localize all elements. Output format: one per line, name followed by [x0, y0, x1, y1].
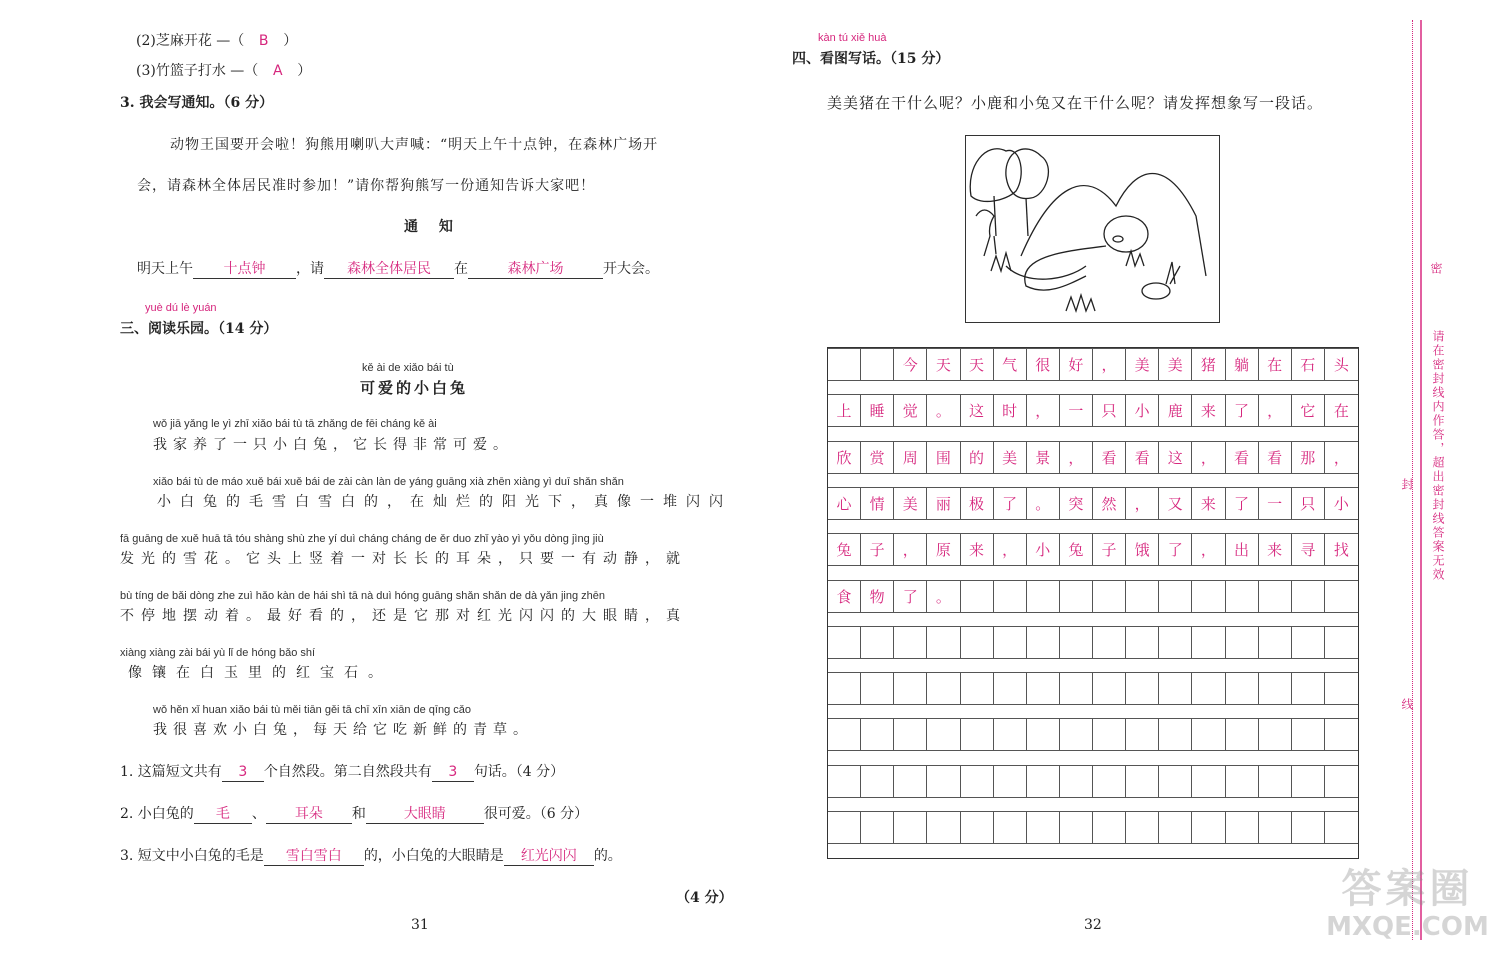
grid-cell: 原 — [927, 533, 960, 566]
grid-row — [828, 394, 1358, 427]
grid-cell: 这 — [1159, 441, 1192, 474]
story-title-pinyin: kě ài de xiǎo bái tù — [362, 362, 454, 374]
grid-cell — [994, 672, 1027, 705]
grid-cell — [894, 672, 927, 705]
grid-cell — [894, 718, 927, 751]
grid-cell: 又 — [1159, 487, 1192, 520]
grid-cell: 上 — [828, 394, 861, 427]
grid-cell: 然 — [1093, 487, 1126, 520]
grid-cell: 小 — [1126, 394, 1159, 427]
grid-cell — [828, 765, 861, 798]
grid-cell — [1126, 811, 1159, 844]
grid-cell — [894, 811, 927, 844]
story-line-4: 不停地摆动着。最好看的，还是它那对红光闪闪的大眼睛，真 — [120, 608, 687, 624]
story-title: 可爱的小白兔 — [360, 379, 469, 397]
grid-cell: 欣 — [828, 441, 861, 474]
grid-cell — [1060, 672, 1093, 705]
grid-row — [828, 626, 1358, 659]
grid-cell — [828, 811, 861, 844]
grid-cell — [1292, 580, 1325, 613]
grid-cell: 一 — [1259, 487, 1292, 520]
grid-cell — [994, 718, 1027, 751]
grid-cell — [1126, 718, 1159, 751]
grid-cell — [1126, 672, 1159, 705]
grid-cell — [1126, 580, 1159, 613]
deer-shape — [976, 210, 996, 256]
grid-cell: 美 — [1159, 348, 1192, 381]
story-line-3: 发光的雪花。它头上竖着一对长长的耳朵，只要一有动静，就 — [120, 551, 687, 567]
grid-cell — [961, 580, 994, 613]
grid-cell — [1027, 765, 1060, 798]
watermark-logo — [1320, 866, 1495, 952]
mountains-shape — [1021, 174, 1206, 277]
story-line-3-pinyin: fā guāng de xuě huā tā tóu shàng shù zhe yí duì cháng cháng de ěr duo zhǐ yào yì yǒu dòng jìng jiù — [120, 533, 604, 545]
seal-line-solid — [1420, 20, 1422, 940]
grid-row — [828, 580, 1358, 613]
grid-cell: 极 — [961, 487, 994, 520]
grid-cell: 那 — [1292, 441, 1325, 474]
writing-prompt: 美美猪在干什么呢？小鹿和小兔又在干什么呢？请发挥想象写一段话。 — [827, 94, 1324, 112]
grid-cell — [1192, 765, 1225, 798]
grid-cell: 赏 — [861, 441, 894, 474]
grid-cell: 了 — [994, 487, 1027, 520]
q3-title: 3. 我会写通知。（6 分） — [120, 95, 274, 111]
grid-cell — [1226, 765, 1259, 798]
q2-item-3: (3)竹篮子打水 —（ A ） — [136, 63, 312, 79]
grid-cell — [1060, 765, 1093, 798]
grid-cell: 围 — [927, 441, 960, 474]
grid-cell — [1259, 765, 1292, 798]
grid-cell — [1226, 626, 1259, 659]
grid-cell: 食 — [828, 580, 861, 613]
page-number-right: 32 — [1084, 917, 1102, 933]
grid-cell — [1093, 580, 1126, 613]
grid-cell — [1292, 672, 1325, 705]
grid-cell: 来 — [1192, 487, 1225, 520]
story-line-1: 我家养了一只小白兔，它长得非常可爱。 — [153, 437, 513, 453]
grid-cell — [1027, 626, 1060, 659]
grid-cell — [1093, 626, 1126, 659]
grid-cell — [1226, 672, 1259, 705]
story-line-1-pinyin: wǒ jiā yǎng le yì zhī xiǎo bái tù tā zhǎng de fēi cháng kě ài — [153, 418, 437, 430]
grid-cell — [1159, 718, 1192, 751]
reading-q3-score: （4 分） — [676, 890, 733, 906]
grid-cell — [828, 672, 861, 705]
grid-cell — [1325, 672, 1358, 705]
grid-cell: 兔 — [1060, 533, 1093, 566]
grid-cell: 美 — [1126, 348, 1159, 381]
grid-cell: 饿 — [1126, 533, 1159, 566]
grid-cell — [1027, 718, 1060, 751]
grid-cell: 心 — [828, 487, 861, 520]
grid-cell: ， — [1325, 441, 1358, 474]
grid-cell — [927, 811, 960, 844]
grid-cell: 看 — [1093, 441, 1126, 474]
scene-illustration — [965, 135, 1220, 323]
story-line-5-pinyin: xiàng xiàng zài bái yù lǐ de hóng bǎo shí — [120, 647, 316, 659]
grid-cell: 在 — [1259, 348, 1292, 381]
grid-cell — [927, 672, 960, 705]
grid-cell — [1292, 765, 1325, 798]
grid-cell: 气 — [994, 348, 1027, 381]
grid-cell — [1325, 626, 1358, 659]
notice-answer-time: 十点钟 — [193, 260, 296, 279]
grid-cell: 了 — [1159, 533, 1192, 566]
section3-pinyin: yuè dú lè yuán — [145, 302, 217, 314]
grid-cell: 今 — [894, 348, 927, 381]
grid-row — [828, 487, 1358, 520]
grid-cell: 来 — [1192, 394, 1225, 427]
grid-cell — [828, 348, 861, 381]
grid-cell: 鹿 — [1159, 394, 1192, 427]
grid-cell: 的 — [961, 441, 994, 474]
grid-cell: 美 — [994, 441, 1027, 474]
grid-cell — [861, 348, 894, 381]
grid-cell: ， — [1126, 487, 1159, 520]
grid-cell — [1093, 672, 1126, 705]
grid-cell — [1226, 580, 1259, 613]
margin-mark-bottom: 线 — [1400, 698, 1414, 712]
grid-cell: 它 — [1292, 394, 1325, 427]
grid-cell: 来 — [961, 533, 994, 566]
grid-row — [828, 718, 1358, 751]
grid-cell — [1093, 811, 1126, 844]
grid-cell — [861, 672, 894, 705]
grid-cell — [1259, 626, 1292, 659]
grid-cell — [961, 626, 994, 659]
grid-cell — [1126, 765, 1159, 798]
grid-cell: 寻 — [1292, 533, 1325, 566]
story-line-2: 小白兔的毛雪白雪白的，在灿烂的阳光下，真像一堆闪闪 — [157, 494, 732, 510]
grid-cell — [927, 718, 960, 751]
grid-cell — [1060, 718, 1093, 751]
grid-cell — [1192, 672, 1225, 705]
notice-line: 明天上午 十点钟 ，请 森林全体居民 在 森林广场 开大会。 — [137, 261, 659, 277]
grid-cell: 子 — [861, 533, 894, 566]
grid-cell: 景 — [1027, 441, 1060, 474]
grid-cell: 天 — [927, 348, 960, 381]
grid-cell — [861, 718, 894, 751]
grid-cell: 了 — [894, 580, 927, 613]
grid-cell — [1259, 580, 1292, 613]
q2-item-2: (2)芝麻开花 —（ B ） — [136, 33, 298, 49]
grid-cell: 小 — [1027, 533, 1060, 566]
story-line-6-pinyin: wǒ hěn xǐ huan xiǎo bái tù měi tiān gěi tā chī xīn xiān de qīng cǎo — [153, 704, 471, 716]
grid-cell — [961, 765, 994, 798]
grid-cell — [894, 765, 927, 798]
grid-cell: 找 — [1325, 533, 1358, 566]
grid-cell — [927, 765, 960, 798]
grid-cell — [1259, 672, 1292, 705]
story-line-4-pinyin: bù tíng de bǎi dòng zhe zuì hǎo kàn de hái shì tā nà duì hóng guāng shǎn shǎn de dà yǎn jing zhēn — [120, 590, 605, 602]
watermark-bottom: MXQE.COM — [1326, 912, 1489, 942]
grid-cell: 很 — [1027, 348, 1060, 381]
grid-row — [828, 765, 1358, 798]
grid-cell: 觉 — [894, 394, 927, 427]
grid-cell — [1159, 672, 1192, 705]
grid-row — [828, 811, 1358, 844]
pig-head — [1104, 216, 1148, 252]
grid-cell: 小 — [1325, 487, 1358, 520]
scene-drawing — [966, 136, 1219, 322]
grid-cell: ， — [994, 533, 1027, 566]
grid-cell: 情 — [861, 487, 894, 520]
grid-cell — [1192, 626, 1225, 659]
grid-cell: 好 — [1060, 348, 1093, 381]
story-line-5: 像镶在白玉里的红宝石。 — [128, 665, 392, 681]
grid-cell — [861, 626, 894, 659]
grid-cell: 出 — [1226, 533, 1259, 566]
grid-cell: 石 — [1292, 348, 1325, 381]
grid-cell: 子 — [1093, 533, 1126, 566]
grid-row — [828, 533, 1358, 566]
grid-cell: 兔 — [828, 533, 861, 566]
grid-cell — [861, 765, 894, 798]
grid-cell: 这 — [961, 394, 994, 427]
reading-q1: 1. 这篇短文共有 3 个自然段。第二自然段共有 3 句话。（4 分） — [120, 764, 565, 780]
tree-right — [1006, 149, 1049, 199]
grid-cell — [894, 626, 927, 659]
grid-cell: 头 — [1325, 348, 1358, 381]
grid-row — [828, 441, 1358, 474]
grid-cell: ， — [1093, 348, 1126, 381]
pig-body — [1006, 266, 1086, 279]
grid-cell — [1126, 626, 1159, 659]
grid-cell — [961, 672, 994, 705]
grid-cell — [1159, 626, 1192, 659]
notice-answer-where: 森林广场 — [468, 260, 603, 279]
grid-cell — [1325, 580, 1358, 613]
q3-paragraph-1: 动物王国要开会啦！狗熊用喇叭大声喊：“明天上午十点钟，在森林广场开 — [170, 137, 659, 153]
grid-cell: ， — [1027, 394, 1060, 427]
grid-cell: 在 — [1325, 394, 1358, 427]
grid-cell — [1159, 580, 1192, 613]
grid-cell — [1259, 811, 1292, 844]
grid-cell — [1226, 718, 1259, 751]
grid-cell — [1192, 811, 1225, 844]
grid-cell: 看 — [1126, 441, 1159, 474]
grid-cell: 了 — [1226, 394, 1259, 427]
seal-instruction: 请在密封线内作答，超出密封线答案无效 — [1431, 330, 1445, 582]
story-line-2-pinyin: xiǎo bái tù de máo xuě bái xuě bái de zài càn làn de yáng guāng xià zhēn xiàng yì duī shǎn shǎn — [153, 476, 624, 488]
watermark-top: 答案圈 — [1341, 866, 1474, 912]
grid-cell: 只 — [1292, 487, 1325, 520]
reading-q2: 2. 小白兔的 毛 、 耳朵 和 大眼睛 很可爱。（6 分） — [120, 806, 589, 822]
grid-cell: 了 — [1226, 487, 1259, 520]
reading-q3: 3. 短文中小白兔的毛是 雪白雪白 的，小白兔的大眼睛是 红光闪闪 的。 — [120, 848, 622, 864]
grid-cell — [1093, 765, 1126, 798]
margin-mark-mid: 封 — [1400, 478, 1414, 492]
grid-row — [828, 672, 1358, 705]
rabbit-body — [1142, 283, 1170, 299]
grid-cell: 来 — [1259, 533, 1292, 566]
grid-cell: ， — [1259, 394, 1292, 427]
grid-cell: 躺 — [1226, 348, 1259, 381]
grid-cell — [1325, 718, 1358, 751]
grid-cell: 看 — [1226, 441, 1259, 474]
grid-cell — [1292, 718, 1325, 751]
notice-answer-who: 森林全体居民 — [324, 260, 454, 279]
grid-cell — [1159, 811, 1192, 844]
grid-cell — [1226, 811, 1259, 844]
grid-cell: 。 — [1027, 487, 1060, 520]
grid-cell: ， — [1060, 441, 1093, 474]
section4-title: 四、看图写话。（15 分） — [792, 51, 950, 67]
grid-cell — [1060, 626, 1093, 659]
grid-cell — [961, 811, 994, 844]
grid-cell: 只 — [1093, 394, 1126, 427]
grid-cell — [1027, 580, 1060, 613]
grid-cell: 周 — [894, 441, 927, 474]
grid-cell: 天 — [961, 348, 994, 381]
grid-cell: ， — [1192, 533, 1225, 566]
section3-title: 三、阅读乐园。（14 分） — [120, 321, 278, 337]
grid-cell: 看 — [1259, 441, 1292, 474]
rabbit-ears — [1166, 262, 1180, 284]
grid-cell: 。 — [927, 580, 960, 613]
grid-cell — [1325, 811, 1358, 844]
grid-cell: ， — [1192, 441, 1225, 474]
grid-cell — [1027, 811, 1060, 844]
margin-mark-top: 密 — [1429, 262, 1443, 276]
grid-cell: ， — [894, 533, 927, 566]
grid-cell — [994, 626, 1027, 659]
grid-cell — [1093, 718, 1126, 751]
grid-cell: 时 — [994, 394, 1027, 427]
section4-pinyin: kàn tú xiě huà — [818, 32, 887, 44]
grid-cell — [927, 626, 960, 659]
page-number-left: 31 — [411, 917, 429, 933]
grid-cell — [1192, 580, 1225, 613]
grid-cell — [1060, 811, 1093, 844]
grid-cell — [861, 811, 894, 844]
grid-cell: 睡 — [861, 394, 894, 427]
grid-cell — [994, 580, 1027, 613]
grid-cell: 丽 — [927, 487, 960, 520]
grass-tufts — [991, 251, 1144, 311]
grid-cell: 一 — [1060, 394, 1093, 427]
grid-cell — [1259, 718, 1292, 751]
grid-cell — [1325, 765, 1358, 798]
grid-row — [828, 348, 1358, 381]
grid-cell — [1027, 672, 1060, 705]
rock-shape — [1025, 246, 1106, 290]
grid-cell — [994, 811, 1027, 844]
story-line-6: 我很喜欢小白兔，每天给它吃新鲜的青草。 — [153, 722, 533, 738]
grid-cell: 猪 — [1192, 348, 1225, 381]
grid-cell: 。 — [927, 394, 960, 427]
grid-cell — [1292, 626, 1325, 659]
q3-paragraph-2: 会，请森林全体居民准时参加！”请你帮狗熊写一份通知告诉大家吧！ — [137, 178, 596, 194]
grid-cell — [828, 626, 861, 659]
grid-cell — [1060, 580, 1093, 613]
notice-title: 通 知 — [404, 219, 461, 235]
grid-cell — [994, 765, 1027, 798]
grid-cell — [1192, 718, 1225, 751]
grid-cell — [828, 718, 861, 751]
grid-cell: 物 — [861, 580, 894, 613]
grid-cell: 美 — [894, 487, 927, 520]
grid-cell — [1292, 811, 1325, 844]
grid-cell: 突 — [1060, 487, 1093, 520]
writing-grid — [827, 347, 1359, 859]
grid-cell — [961, 718, 994, 751]
grid-cell — [1159, 765, 1192, 798]
